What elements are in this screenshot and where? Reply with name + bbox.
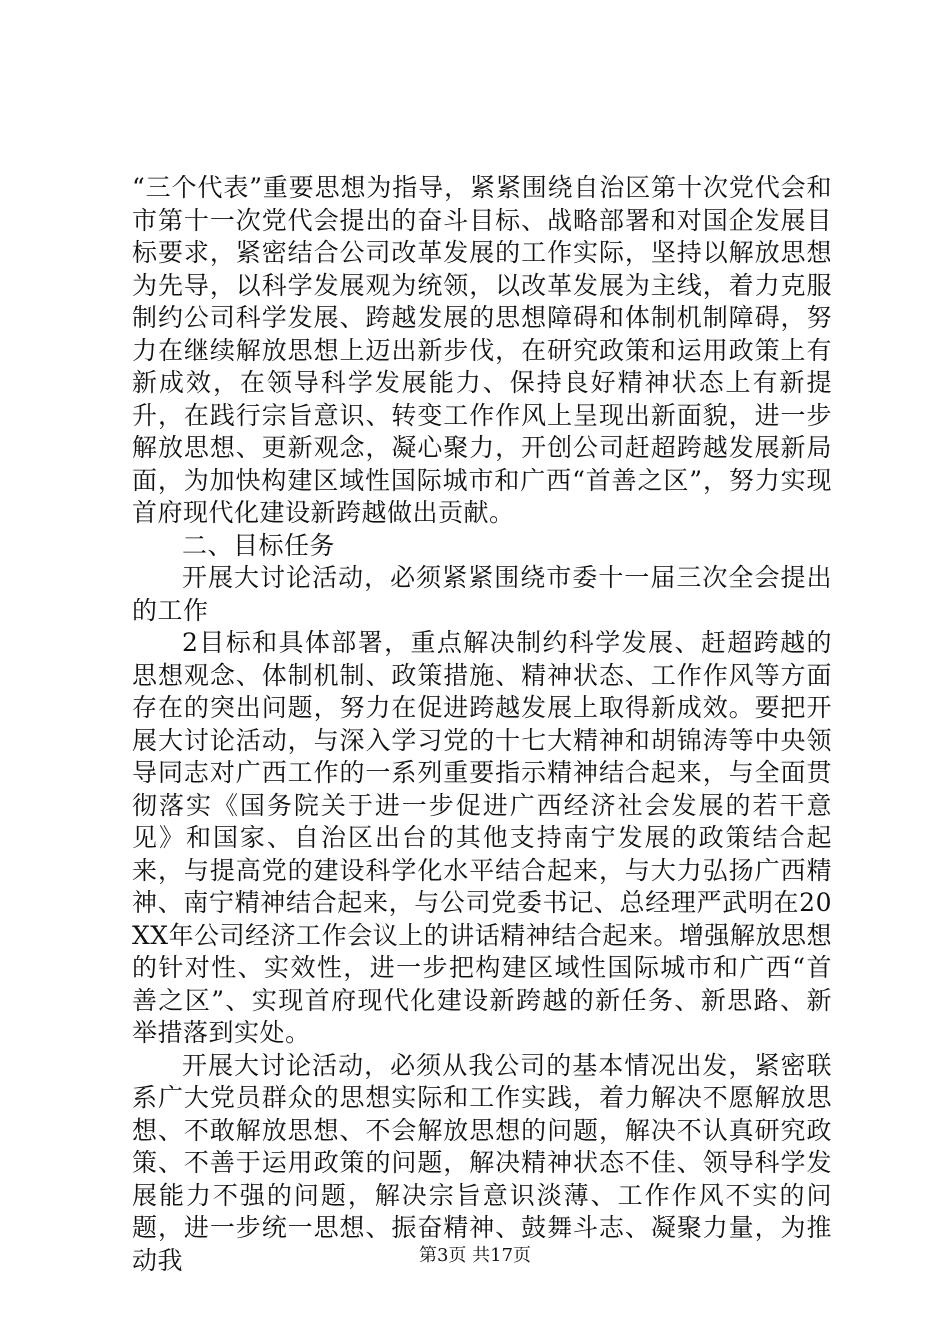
section-heading-goals: 二、目标任务 bbox=[182, 530, 336, 560]
paragraph-basic-situation: 开展大讨论活动，必须从我公司的基本情况出发，紧密联系广大党员群众的思想实际和工作实践，着力解决不愿解放思想、不敢解放思想、不会解放思想的问题，解决不认真研究政策、不善于运用政策的问题，解决精神状态不佳、领导科学发展能力不强的问题，解决宗旨意识淡薄、工作作风不实的问题，进一步统一思想、振奋精神、鼓舞斗志、凝聚力量，为推动我 bbox=[132, 1050, 832, 1275]
document-body bbox=[132, 172, 832, 1277]
paragraph-guiding-ideology: “三个代表”重要思想为指导，紧紧围绕自治区第十次党代会和市第十一次党代会提出的奋斗目标、战略部署和对国企发展目标要求，紧密结合公司改革发展的工作实际，坚持以解放思想为先导，以科学发展观为统领，以改革发展为主线，着力克服制约公司科学发展、跨越发展的思想障碍和体制机制障碍，努力在继续解放思想上迈出新步伐，在研究政策和运用政策上有新成效，在领导科学发展能力、保持良好精神状态上有新提升，在践行宗旨意识、转变工作作风上呈现出新面貌，进一步解放思想、更新观念，凝心聚力，开创公司赶超跨越发展新局面，为加快构建区域性国际城市和广西“首善之区”，努力实现首府现代化建设新跨越做出贡献。 bbox=[132, 173, 832, 527]
paragraph-goals-deployment: 2目标和具体部署，重点解决制约科学发展、赶超跨越的思想观念、体制机制、政策措施、精神状态、工作作风等方面存在的突出问题，努力在促进跨越发展上取得新成效。要把开展大讨论活动，与深入学习党的十七大精神和胡锦涛等中央领导同志对广西工作的一系列重要指示精神结合起来，与全面贯彻落实《国务院关于进一步促进广西经济社会发展的若干意见》和国家、自治区出台的其他支持南宁发展的政策结合起来，与提高党的建设科学化水平结合起来，与大力弘扬广西精神、南宁精神结合起来，与公司党委书记、总经理严武明在20XX年公司经济工作会议上的讲话精神结合起来。增强解放思想的针对性、实效性，进一步把构建区域性国际城市和广西“首善之区”、实现首府现代化建设新跨越的新任务、新思路、新举措落到实处。 bbox=[132, 628, 832, 1047]
page-number-footer: 第3页 共17页 bbox=[418, 1245, 532, 1266]
paragraph-discussion-intro: 开展大讨论活动，必须紧紧围绕市委十一届三次全会提出的工作 bbox=[132, 563, 832, 625]
